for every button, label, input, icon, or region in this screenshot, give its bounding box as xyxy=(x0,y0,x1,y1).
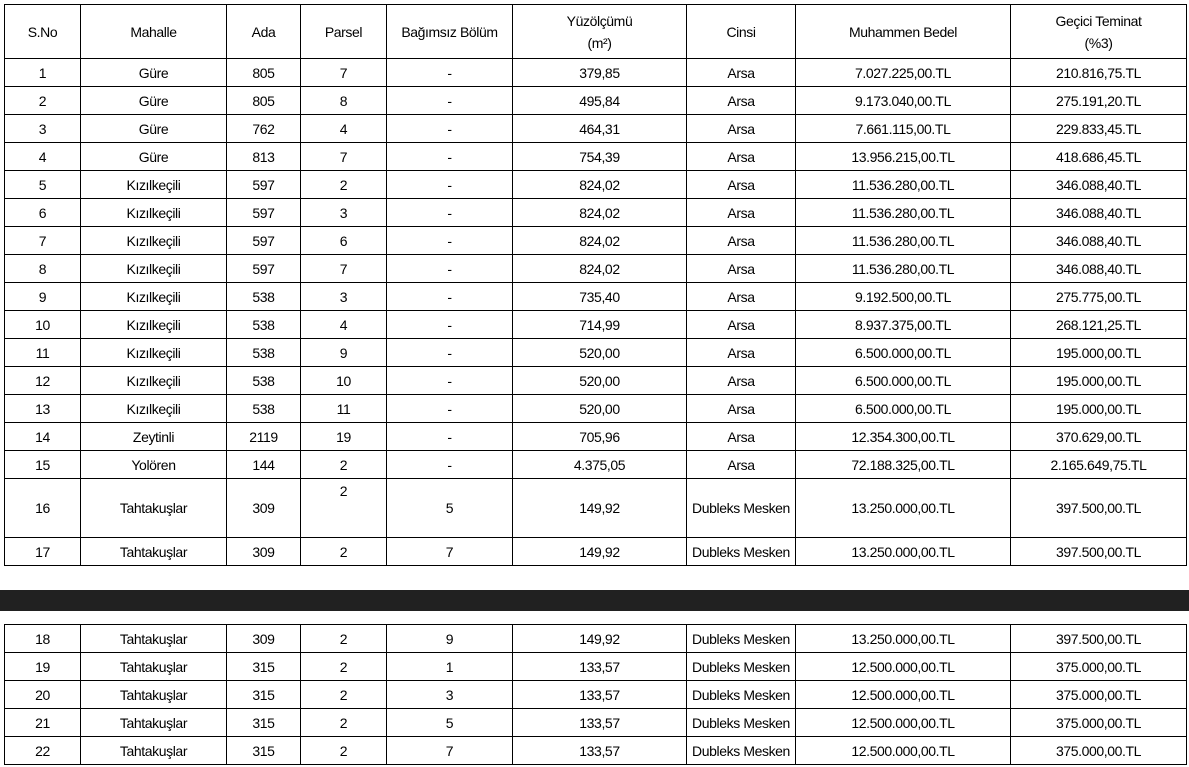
cell-mahalle: Tahtakuşlar xyxy=(81,479,227,538)
cell-muhammen-bedel: 11.536.280,00.TL xyxy=(796,199,1011,227)
cell-bagimsiz-bolum: - xyxy=(387,227,513,255)
cell-muhammen-bedel: 9.173.040,00.TL xyxy=(796,87,1011,115)
cell-cinsi: Dubleks Mesken xyxy=(687,737,796,765)
cell-muhammen-bedel: 9.192.500,00.TL xyxy=(796,283,1011,311)
cell-ada: 813 xyxy=(227,143,301,171)
cell-parsel: 8 xyxy=(301,87,387,115)
cell-bagimsiz-bolum: 1 xyxy=(387,653,513,681)
cell-yuzolcumu: 735,40 xyxy=(513,283,687,311)
cell-sno: 17 xyxy=(5,538,81,566)
header-sno: S.No xyxy=(5,5,81,59)
table-row xyxy=(5,681,1187,709)
cell-gecici-teminat: 195.000,00.TL xyxy=(1011,395,1187,423)
header-teminat-pct: (%3) xyxy=(1084,34,1113,51)
cell-sno: 13 xyxy=(5,395,81,423)
cell-parsel: 2 xyxy=(301,681,387,709)
cell-muhammen-bedel: 12.354.300,00.TL xyxy=(796,423,1011,451)
table-row xyxy=(5,538,1187,566)
cell-mahalle: Tahtakuşlar xyxy=(81,625,227,653)
table-row xyxy=(5,255,1187,283)
cell-ada: 538 xyxy=(227,339,301,367)
cell-cinsi: Arsa xyxy=(687,87,796,115)
cell-sno: 1 xyxy=(5,59,81,87)
cell-cinsi: Arsa xyxy=(687,255,796,283)
cell-muhammen-bedel: 11.536.280,00.TL xyxy=(796,227,1011,255)
header-teminat-label: Geçici Teminat xyxy=(1055,12,1142,29)
cell-cinsi: Arsa xyxy=(687,367,796,395)
cell-sno: 5 xyxy=(5,171,81,199)
cell-sno: 19 xyxy=(5,653,81,681)
cell-gecici-teminat: 195.000,00.TL xyxy=(1011,339,1187,367)
cell-yuzolcumu: 824,02 xyxy=(513,255,687,283)
cell-mahalle: Tahtakuşlar xyxy=(81,653,227,681)
cell-gecici-teminat: 346.088,40.TL xyxy=(1011,171,1187,199)
cell-parsel: 2 xyxy=(301,538,387,566)
cell-cinsi: Arsa xyxy=(687,199,796,227)
cell-yuzolcumu: 133,57 xyxy=(513,737,687,765)
cell-cinsi: Dubleks Mesken xyxy=(687,681,796,709)
table-row xyxy=(5,227,1187,255)
cell-cinsi: Arsa xyxy=(687,171,796,199)
cell-ada: 805 xyxy=(227,87,301,115)
cell-parsel: 4 xyxy=(301,311,387,339)
cell-sno: 6 xyxy=(5,199,81,227)
cell-muhammen-bedel: 72.188.325,00.TL xyxy=(796,451,1011,479)
cell-bagimsiz-bolum: - xyxy=(387,367,513,395)
cell-yuzolcumu: 379,85 xyxy=(513,59,687,87)
cell-yuzolcumu: 149,92 xyxy=(513,479,687,538)
cell-yuzolcumu: 464,31 xyxy=(513,115,687,143)
cell-mahalle: Güre xyxy=(81,115,227,143)
table-row xyxy=(5,59,1187,87)
cell-parsel: 7 xyxy=(301,255,387,283)
cell-parsel: 2 xyxy=(301,625,387,653)
cell-gecici-teminat: 397.500,00.TL xyxy=(1011,479,1187,538)
cell-gecici-teminat: 375.000,00.TL xyxy=(1011,681,1187,709)
cell-yuzolcumu: 824,02 xyxy=(513,171,687,199)
cell-cinsi: Arsa xyxy=(687,339,796,367)
cell-parsel: 19 xyxy=(301,423,387,451)
cell-ada: 538 xyxy=(227,311,301,339)
cell-sno: 12 xyxy=(5,367,81,395)
table-row xyxy=(5,479,1187,538)
table-row xyxy=(5,143,1187,171)
property-table-body xyxy=(5,5,1187,566)
cell-ada: 315 xyxy=(227,681,301,709)
cell-cinsi: Dubleks Mesken xyxy=(687,479,796,538)
cell-parsel: 11 xyxy=(301,395,387,423)
cell-parsel: 2 xyxy=(301,653,387,681)
cell-yuzolcumu: 520,00 xyxy=(513,339,687,367)
cell-muhammen-bedel: 13.250.000,00.TL xyxy=(796,479,1011,538)
table-row xyxy=(5,283,1187,311)
cell-muhammen-bedel: 11.536.280,00.TL xyxy=(796,171,1011,199)
table-row xyxy=(5,423,1187,451)
cell-ada: 309 xyxy=(227,625,301,653)
cell-mahalle: Kızılkeçili xyxy=(81,199,227,227)
cell-muhammen-bedel: 13.250.000,00.TL xyxy=(796,625,1011,653)
cell-cinsi: Arsa xyxy=(687,283,796,311)
cell-bagimsiz-bolum: - xyxy=(387,395,513,423)
cell-bagimsiz-bolum: - xyxy=(387,451,513,479)
cell-mahalle: Tahtakuşlar xyxy=(81,681,227,709)
header-yuzolcumu-label: Yüzölçümü xyxy=(566,12,633,29)
cell-bagimsiz-bolum: - xyxy=(387,171,513,199)
cell-yuzolcumu: 149,92 xyxy=(513,625,687,653)
cell-ada: 597 xyxy=(227,227,301,255)
cell-gecici-teminat: 397.500,00.TL xyxy=(1011,625,1187,653)
cell-sno: 11 xyxy=(5,339,81,367)
cell-bagimsiz-bolum: - xyxy=(387,255,513,283)
page-break-band xyxy=(0,590,1189,611)
cell-yuzolcumu: 133,57 xyxy=(513,709,687,737)
cell-mahalle: Tahtakuşlar xyxy=(81,538,227,566)
cell-muhammen-bedel: 6.500.000,00.TL xyxy=(796,395,1011,423)
table-row xyxy=(5,625,1187,653)
cell-gecici-teminat: 375.000,00.TL xyxy=(1011,653,1187,681)
cell-cinsi: Arsa xyxy=(687,395,796,423)
property-table-continued xyxy=(4,624,1187,765)
cell-cinsi: Arsa xyxy=(687,59,796,87)
header-mahalle: Mahalle xyxy=(81,5,227,59)
cell-mahalle: Kızılkeçili xyxy=(81,395,227,423)
cell-muhammen-bedel: 6.500.000,00.TL xyxy=(796,367,1011,395)
cell-ada: 144 xyxy=(227,451,301,479)
cell-cinsi: Dubleks Mesken xyxy=(687,653,796,681)
header-bagimsiz-bolum: Bağımsız Bölüm xyxy=(387,5,513,59)
header-row xyxy=(5,5,1187,59)
cell-ada: 538 xyxy=(227,283,301,311)
cell-ada: 597 xyxy=(227,171,301,199)
cell-yuzolcumu: 149,92 xyxy=(513,538,687,566)
cell-parsel: 7 xyxy=(301,143,387,171)
cell-gecici-teminat: 195.000,00.TL xyxy=(1011,367,1187,395)
cell-bagimsiz-bolum: - xyxy=(387,199,513,227)
cell-yuzolcumu: 133,57 xyxy=(513,653,687,681)
cell-bagimsiz-bolum: 3 xyxy=(387,681,513,709)
header-muhammen-bedel: Muhammen Bedel xyxy=(796,5,1011,59)
header-yuzolcumu-unit: (m²) xyxy=(587,34,612,51)
cell-cinsi: Dubleks Mesken xyxy=(687,709,796,737)
cell-yuzolcumu: 824,02 xyxy=(513,227,687,255)
cell-gecici-teminat: 375.000,00.TL xyxy=(1011,737,1187,765)
cell-bagimsiz-bolum: 9 xyxy=(387,625,513,653)
cell-muhammen-bedel: 13.956.215,00.TL xyxy=(796,143,1011,171)
table-row xyxy=(5,311,1187,339)
cell-gecici-teminat: 268.121,25.TL xyxy=(1011,311,1187,339)
cell-cinsi: Dubleks Mesken xyxy=(687,538,796,566)
cell-sno: 15 xyxy=(5,451,81,479)
cell-yuzolcumu: 4.375,05 xyxy=(513,451,687,479)
cell-parsel: 4 xyxy=(301,115,387,143)
cell-gecici-teminat: 346.088,40.TL xyxy=(1011,227,1187,255)
cell-yuzolcumu: 705,96 xyxy=(513,423,687,451)
table-row xyxy=(5,115,1187,143)
cell-parsel: 9 xyxy=(301,339,387,367)
table-row xyxy=(5,653,1187,681)
cell-mahalle: Zeytinli xyxy=(81,423,227,451)
cell-gecici-teminat: 275.191,20.TL xyxy=(1011,87,1187,115)
cell-yuzolcumu: 714,99 xyxy=(513,311,687,339)
property-table xyxy=(4,4,1187,566)
cell-muhammen-bedel: 7.027.225,00.TL xyxy=(796,59,1011,87)
cell-muhammen-bedel: 13.250.000,00.TL xyxy=(796,538,1011,566)
cell-parsel: 3 xyxy=(301,283,387,311)
cell-ada: 315 xyxy=(227,709,301,737)
cell-ada: 762 xyxy=(227,115,301,143)
cell-cinsi: Arsa xyxy=(687,227,796,255)
cell-bagimsiz-bolum: 5 xyxy=(387,709,513,737)
cell-mahalle: Kızılkeçili xyxy=(81,255,227,283)
cell-bagimsiz-bolum: 7 xyxy=(387,737,513,765)
cell-yuzolcumu: 520,00 xyxy=(513,395,687,423)
cell-muhammen-bedel: 7.661.115,00.TL xyxy=(796,115,1011,143)
cell-mahalle: Yolören xyxy=(81,451,227,479)
table-row xyxy=(5,171,1187,199)
cell-yuzolcumu: 495,84 xyxy=(513,87,687,115)
header-parsel: Parsel xyxy=(301,5,387,59)
table-row xyxy=(5,709,1187,737)
cell-mahalle: Güre xyxy=(81,87,227,115)
cell-ada: 309 xyxy=(227,479,301,538)
table-row xyxy=(5,395,1187,423)
header-cinsi: Cinsi xyxy=(687,5,796,59)
cell-yuzolcumu: 754,39 xyxy=(513,143,687,171)
table-row xyxy=(5,737,1187,765)
cell-sno: 20 xyxy=(5,681,81,709)
cell-mahalle: Kızılkeçili xyxy=(81,367,227,395)
cell-mahalle: Güre xyxy=(81,59,227,87)
cell-muhammen-bedel: 11.536.280,00.TL xyxy=(796,255,1011,283)
cell-ada: 315 xyxy=(227,737,301,765)
cell-mahalle: Kızılkeçili xyxy=(81,171,227,199)
cell-cinsi: Arsa xyxy=(687,143,796,171)
cell-parsel: 2 xyxy=(301,171,387,199)
cell-cinsi: Arsa xyxy=(687,451,796,479)
cell-ada: 597 xyxy=(227,255,301,283)
header-ada: Ada xyxy=(227,5,301,59)
cell-ada: 597 xyxy=(227,199,301,227)
cell-gecici-teminat: 418.686,45.TL xyxy=(1011,143,1187,171)
cell-sno: 4 xyxy=(5,143,81,171)
cell-cinsi: Arsa xyxy=(687,115,796,143)
table-row xyxy=(5,199,1187,227)
cell-gecici-teminat: 2.165.649,75.TL xyxy=(1011,451,1187,479)
cell-bagimsiz-bolum: 7 xyxy=(387,538,513,566)
cell-gecici-teminat: 275.775,00.TL xyxy=(1011,283,1187,311)
cell-cinsi: Arsa xyxy=(687,311,796,339)
cell-sno: 22 xyxy=(5,737,81,765)
cell-sno: 2 xyxy=(5,87,81,115)
table-row xyxy=(5,87,1187,115)
cell-gecici-teminat: 397.500,00.TL xyxy=(1011,538,1187,566)
cell-mahalle: Kızılkeçili xyxy=(81,311,227,339)
cell-muhammen-bedel: 12.500.000,00.TL xyxy=(796,653,1011,681)
cell-bagimsiz-bolum: - xyxy=(387,423,513,451)
cell-sno: 14 xyxy=(5,423,81,451)
cell-yuzolcumu: 133,57 xyxy=(513,681,687,709)
cell-bagimsiz-bolum: - xyxy=(387,283,513,311)
cell-gecici-teminat: 346.088,40.TL xyxy=(1011,255,1187,283)
cell-bagimsiz-bolum: - xyxy=(387,143,513,171)
cell-parsel: 10 xyxy=(301,367,387,395)
cell-bagimsiz-bolum: - xyxy=(387,339,513,367)
table-row xyxy=(5,367,1187,395)
cell-mahalle: Kızılkeçili xyxy=(81,339,227,367)
cell-ada: 805 xyxy=(227,59,301,87)
cell-cinsi: Dubleks Mesken xyxy=(687,625,796,653)
cell-gecici-teminat: 210.816,75.TL xyxy=(1011,59,1187,87)
cell-sno: 7 xyxy=(5,227,81,255)
cell-ada: 538 xyxy=(227,367,301,395)
cell-sno: 10 xyxy=(5,311,81,339)
cell-mahalle: Kızılkeçili xyxy=(81,283,227,311)
cell-gecici-teminat: 375.000,00.TL xyxy=(1011,709,1187,737)
cell-parsel: 2 xyxy=(301,709,387,737)
cell-parsel: 2 xyxy=(301,737,387,765)
cell-bagimsiz-bolum: - xyxy=(387,115,513,143)
cell-bagimsiz-bolum: 5 xyxy=(387,479,513,538)
cell-mahalle: Tahtakuşlar xyxy=(81,737,227,765)
cell-sno: 18 xyxy=(5,625,81,653)
cell-ada: 538 xyxy=(227,395,301,423)
cell-mahalle: Tahtakuşlar xyxy=(81,709,227,737)
cell-parsel: 2 xyxy=(301,479,387,538)
cell-mahalle: Kızılkeçili xyxy=(81,227,227,255)
cell-parsel: 2 xyxy=(301,451,387,479)
cell-gecici-teminat: 229.833,45.TL xyxy=(1011,115,1187,143)
cell-cinsi: Arsa xyxy=(687,423,796,451)
header-gecici-teminat xyxy=(1011,5,1187,59)
cell-muhammen-bedel: 12.500.000,00.TL xyxy=(796,737,1011,765)
cell-mahalle: Güre xyxy=(81,143,227,171)
cell-muhammen-bedel: 6.500.000,00.TL xyxy=(796,339,1011,367)
cell-bagimsiz-bolum: - xyxy=(387,59,513,87)
cell-ada: 309 xyxy=(227,538,301,566)
table-row xyxy=(5,339,1187,367)
cell-sno: 8 xyxy=(5,255,81,283)
cell-gecici-teminat: 346.088,40.TL xyxy=(1011,199,1187,227)
cell-yuzolcumu: 824,02 xyxy=(513,199,687,227)
cell-muhammen-bedel: 12.500.000,00.TL xyxy=(796,709,1011,737)
cell-bagimsiz-bolum: - xyxy=(387,311,513,339)
cell-parsel: 6 xyxy=(301,227,387,255)
cell-sno: 9 xyxy=(5,283,81,311)
cell-ada: 2119 xyxy=(227,423,301,451)
cell-parsel: 7 xyxy=(301,59,387,87)
cell-muhammen-bedel: 12.500.000,00.TL xyxy=(796,681,1011,709)
cell-parsel: 3 xyxy=(301,199,387,227)
header-yuzolcumu xyxy=(513,5,687,59)
table-row xyxy=(5,451,1187,479)
cell-bagimsiz-bolum: - xyxy=(387,87,513,115)
cell-sno: 16 xyxy=(5,479,81,538)
property-table-continued-body xyxy=(5,625,1187,765)
cell-ada: 315 xyxy=(227,653,301,681)
cell-muhammen-bedel: 8.937.375,00.TL xyxy=(796,311,1011,339)
cell-sno: 3 xyxy=(5,115,81,143)
cell-sno: 21 xyxy=(5,709,81,737)
cell-gecici-teminat: 370.629,00.TL xyxy=(1011,423,1187,451)
cell-yuzolcumu: 520,00 xyxy=(513,367,687,395)
